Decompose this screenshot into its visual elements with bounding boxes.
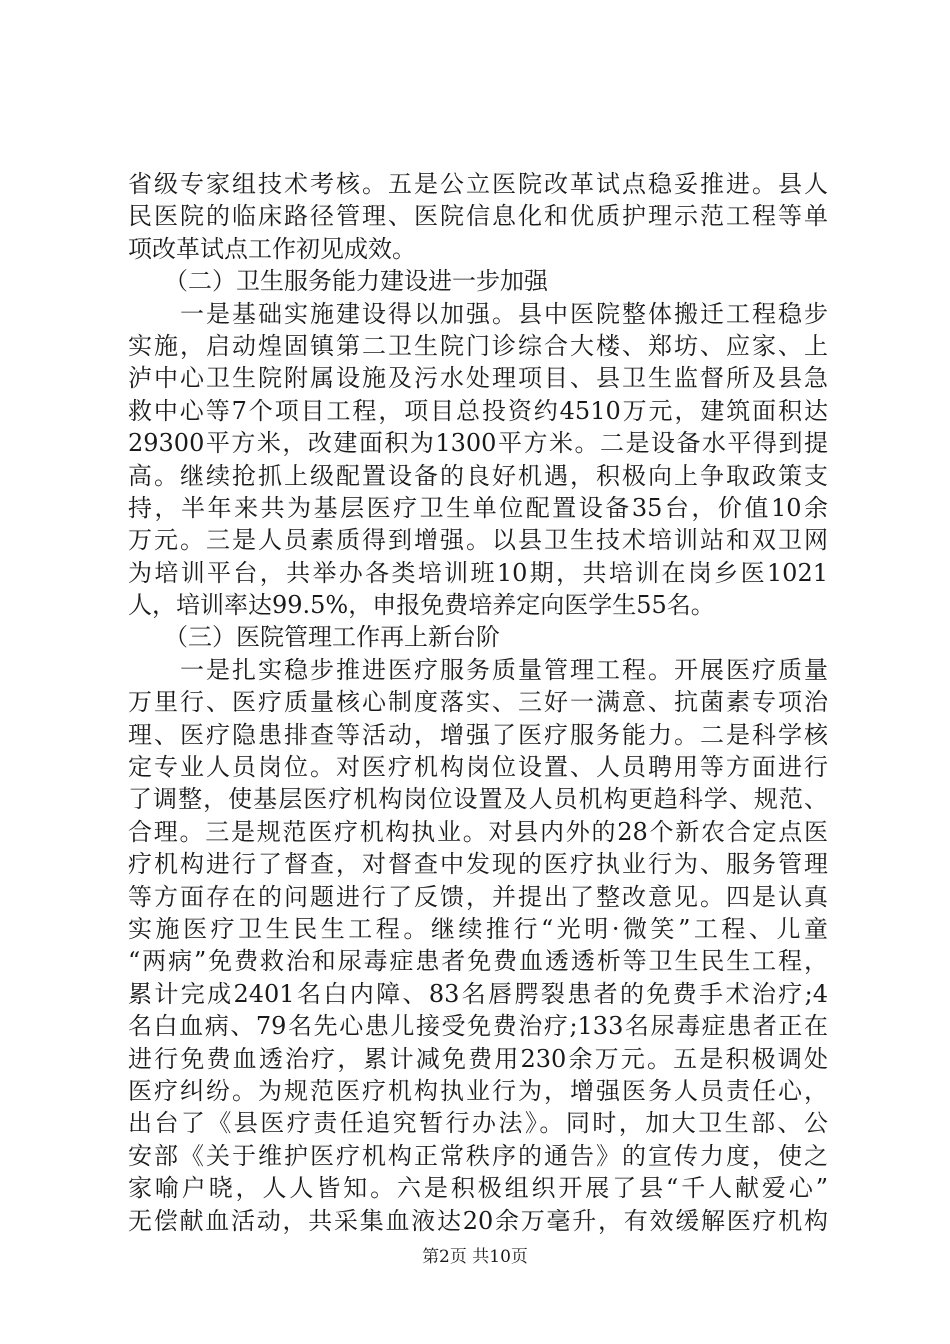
text-line: 累计完成2401名白内障、83名唇腭裂患者的免费手术治疗;4 (128, 979, 828, 1008)
text-line: 人，培训率达99.5%，申报免费培养定向医学生55名。 (128, 591, 715, 620)
text-line: 定专业人员岗位。对医疗机构岗位设置、人员聘用等方面进行 (128, 753, 828, 782)
text-line: 一是扎实稳步推进医疗服务质量管理工程。开展医疗质量 (128, 655, 828, 684)
text-line: 实施医疗卫生民生工程。继续推行“光明·微笑”工程、儿童 (128, 914, 828, 943)
text-line: 进行免费血透治疗，累计减免费用230余万元。五是积极调处 (128, 1044, 828, 1073)
text-line: 万元。三是人员素质得到增强。以县卫生技术培训站和双卫网 (128, 526, 828, 555)
body-text (128, 168, 828, 1237)
text-line: 泸中心卫生院附属设施及污水处理项目、县卫生监督所及县急 (128, 364, 828, 393)
text-line: 出台了《县医疗责任追究暂行办法》。同时，加大卫生部、公 (128, 1109, 828, 1138)
text-line: 了调整，使基层医疗机构岗位设置及人员机构更趋科学、规范、 (128, 785, 828, 814)
text-line: 合理。三是规范医疗机构执业。对县内外的28个新农合定点医 (128, 817, 828, 846)
text-line: 29300平方米，改建面积为1300平方米。二是设备水平得到提 (128, 429, 828, 458)
text-line: 等方面存在的问题进行了反馈，并提出了整改意见。四是认真 (128, 882, 828, 911)
page-footer: 第2页 共10页 (422, 1247, 528, 1267)
text-line: （三）医院管理工作再上新台阶 (128, 623, 500, 652)
text-line: 救中心等7个项目工程，项目总投资约4510万元，建筑面积达 (128, 396, 828, 425)
text-line: 为培训平台，共举办各类培训班10期，共培训在岗乡医1021 (128, 558, 828, 587)
text-line: 理、医疗隐患排查等活动，增强了医疗服务能力。二是科学核 (128, 720, 828, 749)
text-line: （二）卫生服务能力建设进一步加强 (128, 267, 548, 296)
text-line: 高。继续抢抓上级配置设备的良好机遇，积极向上争取政策支 (128, 461, 828, 490)
text-line: 民医院的临床路径管理、医院信息化和优质护理示范工程等单 (128, 202, 828, 231)
text-line: 家喻户晓，人人皆知。六是积极组织开展了县“千人献爱心” (128, 1174, 828, 1203)
text-line: 医疗纠纷。为规范医疗机构执业行为，增强医务人员责任心， (128, 1076, 828, 1105)
text-line: 持，半年来共为基层医疗卫生单位配置设备35台，价值10余 (128, 493, 828, 522)
text-line: 无偿献血活动，共采集血液达20余万毫升，有效缓解医疗机构 (128, 1206, 828, 1235)
text-line: 疗机构进行了督查，对督查中发现的医疗执业行为、服务管理 (128, 850, 828, 879)
text-line: 项改革试点工作初见成效。 (128, 234, 416, 263)
text-line: 名白血病、79名先心患儿接受免费治疗;133名尿毒症患者正在 (128, 1012, 828, 1041)
text-line: 安部《关于维护医疗机构正常秩序的通告》的宣传力度，使之 (128, 1141, 828, 1170)
text-line: 省级专家组技术考核。五是公立医院改革试点稳妥推进。县人 (128, 170, 828, 198)
text-line: 实施，启动煌固镇第二卫生院门诊综合大楼、郑坊、应家、上 (128, 331, 828, 360)
text-line: 万里行、医疗质量核心制度落实、三好一满意、抗菌素专项治 (128, 688, 828, 717)
text-line: “两病”免费救治和尿毒症患者免费血透透析等卫生民生工程， (128, 947, 828, 976)
text-line: 一是基础实施建设得以加强。县中医院整体搬迁工程稳步 (128, 299, 828, 328)
